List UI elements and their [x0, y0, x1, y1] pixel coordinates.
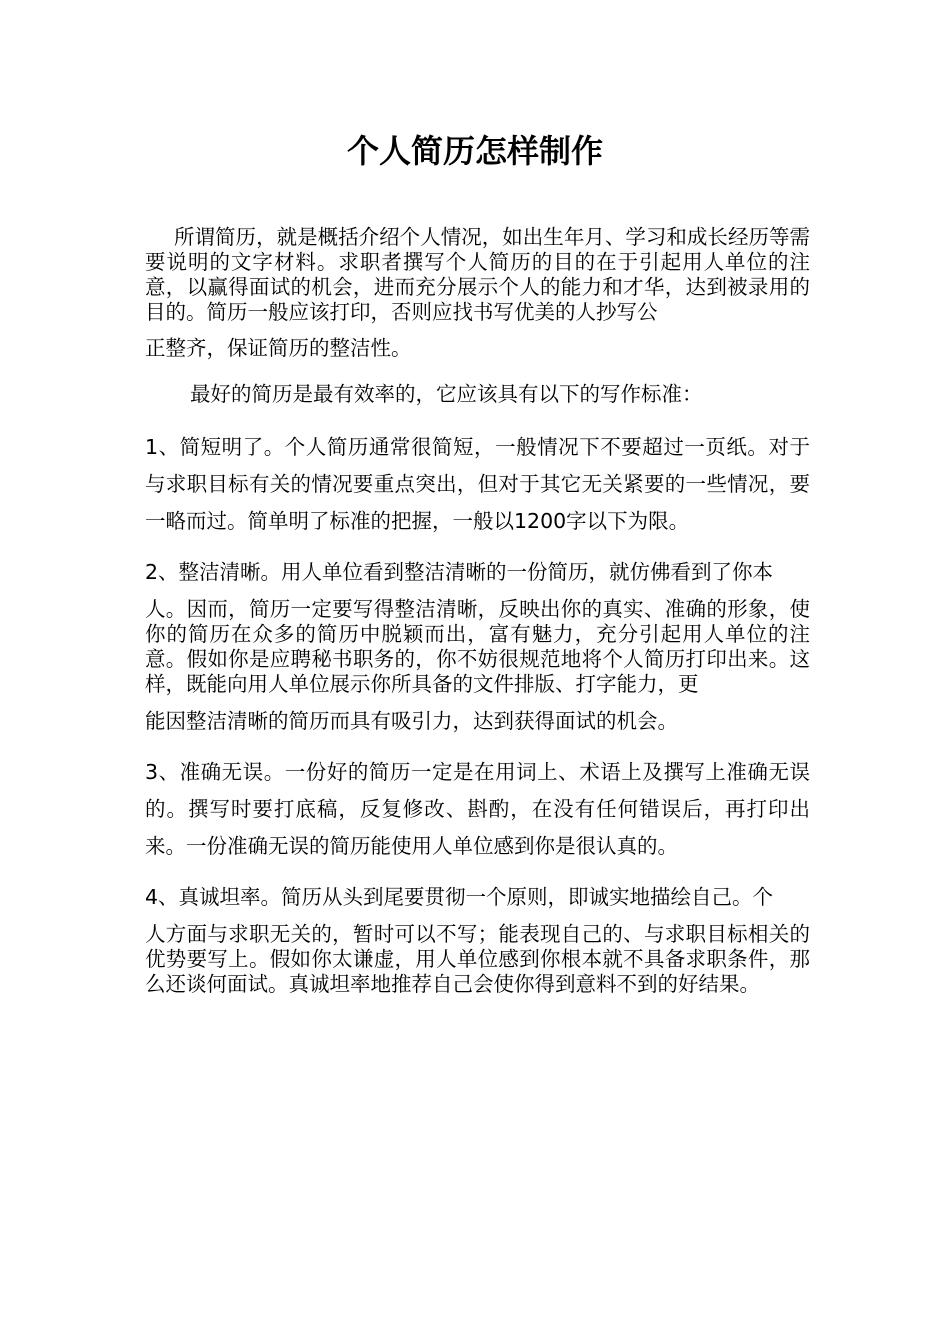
item-paragraph-4	[145, 879, 810, 997]
intro-last-line: 正整齐，保证简历的整洁性。	[145, 336, 412, 360]
item-text: 、简短明了。个人简历通常很简短，一般情况下不要超过一页纸。对于与求职目标有关的情况要重点突出，但对于其它无关紧要的一些情况，要一略而过。简单明了标准的把握，一般以	[145, 435, 810, 533]
item-text-middle: 人。因而，简历一定要写得整洁清晰，反映出你的真实、准确的形象，使你的简历在众多的简历中脱颖而出，富有魅力，充分引起用人单位的注意。假如你是应聘秘书职务的，你不妨很规范地将个人简历打印出来。这样，既能向用人单位展示你所具备的文件排版、打字能力，更	[145, 597, 810, 696]
intro-text: 所谓简历，就是概括介绍个人情况，如出生年月、学习和成长经历等需要说明的文字材料。求职者撰写个人简历的目的在于引起用人单位的注意，以赢得面试的机会，进而充分展示个人的能力和才华，达到被录用的目的。简历一般应该打印，否则应找书写优美的人抄写公	[145, 225, 810, 324]
document-body	[145, 225, 810, 1011]
item-number: 3	[145, 760, 159, 784]
item-paragraph-1	[145, 429, 810, 540]
item-text-middle: 人方面与求职无关的，暂时可以不写；能表现自己的、与求职目标相关的优势要写上。假如你太谦虚，用人单位感到你根本就不具备求职条件，那么还谈何面试。真诚坦率地推荐自己会使你得到意料不到的好结果。	[145, 922, 810, 996]
item-number: 4	[145, 885, 159, 909]
page-title: 个人简历怎样制作	[346, 132, 603, 170]
item-text-last: 能因整洁清晰的简历而具有吸引力，达到获得面试的机会。	[145, 709, 678, 733]
intro-paragraph	[145, 225, 810, 367]
item-text: 、准确无误。一份好的简历一定是在用词上、术语上及撰写上准确无误的。撰写时要打底稿，反复修改、斟酌，在没有任何错误后，再打印出来。一份准确无误的简历能使用人单位感到你是很认真的。	[145, 760, 810, 858]
item-paragraph-3	[145, 754, 810, 865]
lead-paragraph: 最好的简历是最有效率的，它应该具有以下的写作标准：	[190, 382, 703, 406]
item-text: 、真诚坦率。简历从头到尾要贯彻一个原则，即诚实地描绘自己。个	[158, 885, 774, 909]
item-paragraph-2	[145, 554, 810, 740]
item-number: 1	[145, 435, 159, 459]
item-text: 、整洁清晰。用人单位看到整洁清晰的一份简历，就仿佛看到了你本	[158, 560, 774, 584]
item-inline-number: 1200	[514, 509, 567, 533]
item-text-end: 字以下为限。	[566, 509, 690, 533]
item-number: 2	[145, 560, 159, 584]
